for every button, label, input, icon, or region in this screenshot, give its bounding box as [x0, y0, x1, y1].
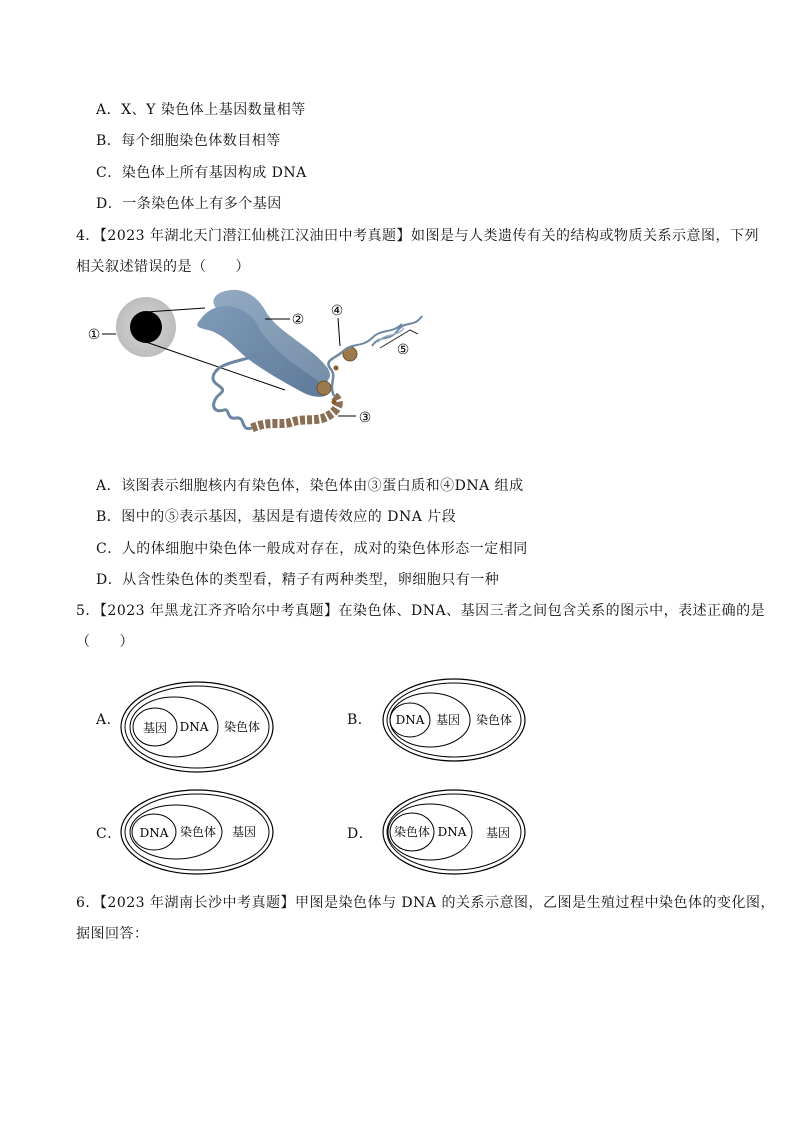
nucleosome-chain — [252, 396, 338, 428]
q4-stem-line1: 4．【2023 年湖北天门潜江仙桃江汉油田中考真题】如图是与人类遗传有关的结构或物质关系示意图，下列 — [76, 228, 759, 244]
q4-option-b: B．图中的⑤表示基因，基因是有遗传效应的 DNA 片段 — [96, 509, 457, 525]
label-5: ⑤ — [396, 342, 410, 358]
diagram-b-outer-label: 染色体 — [475, 713, 513, 727]
diagram-d-inner-label: 染色体 — [393, 825, 431, 839]
q5-diagram-c-letter: C． — [96, 826, 122, 842]
q5-diagram-a — [118, 677, 278, 777]
label-1: ① — [87, 327, 101, 343]
diagram-c-outer-label: 基因 — [231, 825, 257, 839]
label-2: ② — [291, 312, 305, 328]
q4-option-d: D．从含性染色体的类型看，精子有两种类型，卵细胞只有一种 — [96, 572, 500, 588]
diagram-b-middle-label: 基因 — [435, 713, 461, 727]
diagram-a-inner-label: 基因 — [142, 721, 168, 735]
q5-diagram-d-letter: D． — [347, 826, 374, 842]
chromosome-x-shape — [197, 290, 330, 397]
nucleosome-bead — [317, 381, 331, 395]
chromatin-dot — [130, 311, 162, 343]
q5-diagram-b-letter: B． — [347, 712, 373, 728]
q3-option-c: C．染色体上所有基因构成 DNA — [96, 165, 307, 181]
q6-stem-line2: 据图回答： — [76, 926, 149, 942]
label-4: ④ — [330, 303, 344, 319]
q5-diagram-d — [380, 786, 530, 880]
diagram-c-middle-label: 染色体 — [179, 825, 217, 839]
q5-diagram-a-letter: A． — [96, 712, 122, 728]
q4-option-c: C．人的体细胞中染色体一般成对存在，成对的染色体形态一定相同 — [96, 541, 528, 557]
diagram-a-outer-label: 染色体 — [223, 720, 261, 734]
chromatin-coil — [213, 354, 260, 429]
label-3: ③ — [358, 410, 372, 426]
q3-option-d: D．一条染色体上有多个基因 — [96, 196, 282, 212]
q6-stem-line1: 6．【2023 年湖南长沙中考真题】甲图是染色体与 DNA 的关系示意图，乙图是生殖过程中染色体的变化图， — [76, 895, 775, 911]
diagram-b-inner-label: DNA — [395, 713, 425, 727]
q5-stem-line2: （ ） — [76, 634, 134, 650]
diagram-c-inner-label: DNA — [139, 826, 169, 840]
q5-diagram-c — [118, 786, 278, 880]
chromosome-structure-figure — [80, 282, 430, 462]
q5-stem-line1: 5．【2023 年黑龙江齐齐哈尔中考真题】在染色体、DNA、基因三者之间包含关系的图示中，表述正确的是 — [76, 603, 766, 619]
q5-diagram-b — [380, 675, 530, 767]
q4-stem-line2: 相关叙述错误的是（ ） — [76, 259, 250, 275]
diagram-a-middle-label: DNA — [179, 720, 209, 734]
q3-option-b: B．每个细胞染色体数目相等 — [96, 133, 281, 149]
q3-option-a: A．X、Y 染色体上基因数量相等 — [96, 102, 306, 118]
q4-option-a: A．该图表示细胞核内有染色体，染色体由③蛋白质和④DNA 组成 — [96, 478, 524, 494]
diagram-d-middle-label: DNA — [437, 825, 467, 839]
diagram-d-outer-label: 基因 — [485, 826, 511, 840]
